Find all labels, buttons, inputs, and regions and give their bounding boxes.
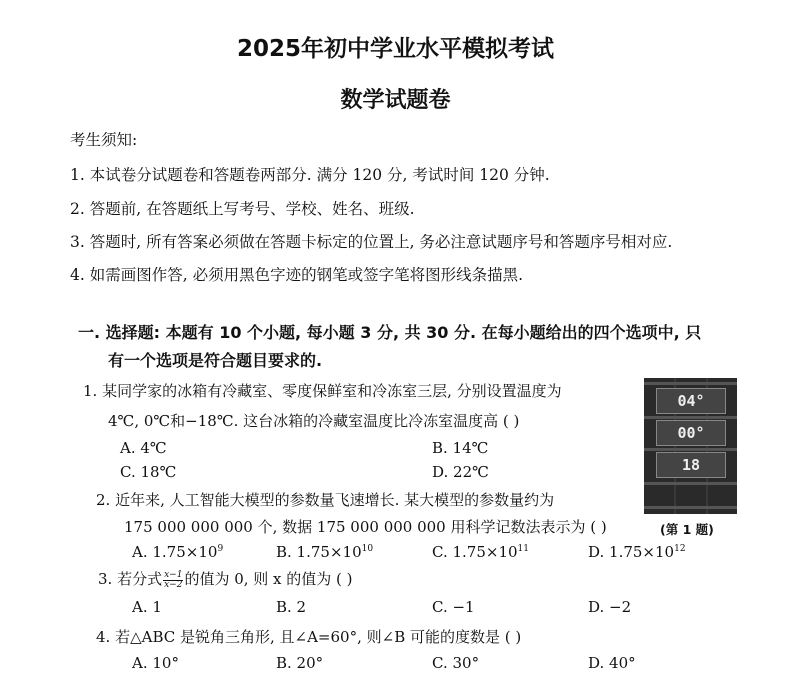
notice-item-1: 1. 本试卷分试题卷和答题卷两部分. 满分 120 分, 考试时间 120 分钟. — [70, 166, 550, 184]
q4-option-a: A. 10° — [132, 654, 179, 672]
q3-option-a: A. 1 — [132, 598, 162, 616]
notice-item-4: 4. 如需画图作答, 必须用黑色字迹的钢笔或签字笔将图形线条描黑. — [70, 266, 523, 284]
q3-option-d: D. −2 — [588, 598, 632, 616]
q1-option-b: B. 14℃ — [432, 439, 489, 457]
q3-option-c: C. −1 — [432, 598, 475, 616]
fridge-panel-zero: 00° — [656, 420, 726, 446]
fridge-panel-fridge: 04° — [656, 388, 726, 414]
q4-stem: 4. 若△ABC 是锐角三角形, 且∠A=60°, 则∠B 可能的度数是 ( ) — [96, 628, 522, 646]
exam-subtitle: 数学试题卷 — [340, 88, 451, 113]
q2-option-d: D. $1.75\times 10^{12}$ — [588, 543, 686, 561]
q2-option-b: B. $1.75\times 10^{10}$ — [276, 543, 374, 561]
q1-option-c: C. 18℃ — [120, 463, 177, 481]
q2-line2: 175 000 000 000 个, 数据 175 000 000 000 用科学记数法表示为 ( ) — [124, 518, 607, 536]
fridge-photo — [644, 378, 737, 514]
notice-item-2: 2. 答题前, 在答题纸上写考号、学校、姓名、班级. — [70, 200, 415, 218]
q2-option-c: C. $1.75\times 10^{11}$ — [432, 543, 529, 561]
q1-line2: 4℃, 0℃和−18℃. 这台冰箱的冷藏室温度比冷冻室温度高 ( ) — [108, 412, 520, 430]
q3-fraction: $\frac{x-1}{x-2}$ — [164, 569, 183, 590]
q1-option-a: A. 4℃ — [120, 439, 167, 457]
exam-title: 2025年初中学业水平模拟考试 — [236, 36, 554, 62]
notice-item-3: 3. 答题时, 所有答案必须做在答题卡标定的位置上, 务必注意试题序号和答题序号相对应. — [70, 233, 673, 251]
q1-line1: 1. 某同学家的冰箱有冷藏室、零度保鲜室和冷冻室三层, 分别设置温度为 — [83, 382, 562, 400]
fridge-panel-freezer: 18 — [656, 452, 726, 478]
section-heading-line2: 有一个选项是符合题目要求的. — [108, 351, 323, 370]
q4-option-c: C. 30° — [432, 654, 480, 672]
q3-stem: 3. 若分式 $\frac{x-1}{x-2}$ 的值为 0, 则 x 的值为 ( ) — [98, 569, 353, 590]
q1-option-d: D. 22℃ — [432, 463, 489, 481]
section-heading-line1: 一. 选择题: 本题有 10 个小题, 每小题 3 分, 共 30 分. 在每小题给出的四个选项中, 只 — [78, 323, 702, 342]
q4-option-b: B. 20° — [276, 654, 324, 672]
q4-option-d: D. 40° — [588, 654, 636, 672]
notice-heading: 考生须知: — [70, 131, 138, 149]
figure-caption: (第 1 题) — [660, 522, 714, 537]
q2-option-a: A. $1.75\times 10^9$ — [132, 543, 224, 561]
q3-option-b: B. 2 — [276, 598, 307, 616]
q2-line1: 2. 近年来, 人工智能大模型的参数量飞速增长. 某大模型的参数量约为 — [96, 491, 555, 509]
